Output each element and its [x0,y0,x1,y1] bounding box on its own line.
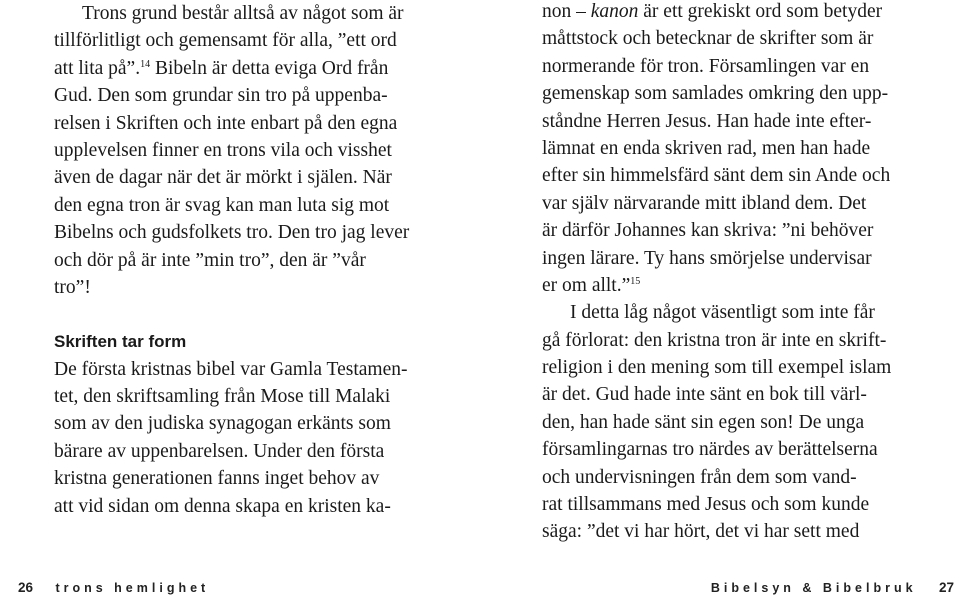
text-fragment: att lita på”. [54,57,141,79]
text-line: församlingarnas tro närdes av berättelserna [542,439,878,461]
text-line: De första kristnas bibel var Gamla Testamen- [54,358,408,380]
text-line-with-italic [542,0,922,25]
text-line: Trons grund består alltså av något som är [82,3,404,24]
left-column [54,0,424,520]
text-fragment: är ett grekiskt ord som betyder [638,1,883,22]
text-line: och undervisningen från dem som vand- [542,466,857,488]
text-line: och dör på är inte ”min tro”, den är ”vår [54,249,366,271]
page-number-left: 26 [18,580,34,595]
text-line: kristna generationen fanns inget behov av [54,468,380,490]
text-fragment: Bibeln är detta eviga Ord från [154,57,389,79]
text-line: måttstock och betecknar de skrifter som är [542,28,874,50]
footer-right [711,580,954,595]
text-line: att vid sidan om denna skapa en kristen ka- [54,495,391,517]
page-number-right: 27 [938,580,954,595]
italic-term: kanon [590,1,639,22]
text-line: bärare av uppenbarelsen. Under den första [54,440,385,462]
text-line: den egna tron är svag kan man luta sig mot [54,194,390,216]
text-fragment: non – [542,1,591,22]
text-line: gemenskap som samlades omkring den upp- [542,83,889,105]
text-line: ståndne Herren Jesus. Han hade inte efter- [542,110,872,132]
text-line: Bibelns och gudsfolkets tro. Den tro jag lever [54,222,410,244]
text-line: var själv närvarande mitt ibland dem. Det [542,192,867,214]
text-line: I detta låg något väsentligt som inte får [570,302,875,324]
text-line: relsen i Skriften och inte enbart på den egna [54,112,398,134]
text-line: ingen lärare. Ty hans smörjelse undervisar [542,247,872,269]
text-line: är därför Johannes kan skriva: ”ni behöver [542,220,874,242]
footnote-marker-15: 15 [630,275,641,287]
running-title-right: Bibelsyn & Bibelbruk [710,581,917,595]
text-line: rat tillsammans med Jesus och som kunde [542,494,870,516]
text-line: religion i den mening som till exempel islam [542,357,892,379]
text-line: tillförlitligt och gemensamt för alla, ”ett ord [54,30,397,52]
text-line-with-footnote [54,55,424,82]
text-line: lämnat en enda skriven rad, men han hade [542,137,871,159]
text-line: efter sin himmelsfärd sänt dem sin Ande och [542,165,891,187]
footnote-marker-14: 14 [140,58,151,70]
text-line: tro”! [54,276,91,298]
text-line: är det. Gud hade inte sänt en bok till värl- [542,384,867,406]
text-line-with-footnote [542,272,922,299]
text-fragment: er om allt.” [542,274,631,296]
text-line: säga: ”det vi har hört, det vi har sett med [542,521,860,543]
footer-left [18,580,209,595]
text-line: Gud. Den som grundar sin tro på uppenba- [54,85,388,107]
running-title-left: trons hemlighet [55,581,210,595]
text-line: som av den judiska synagogan erkänts som [54,413,391,435]
text-line: upplevelsen finner en trons vila och visshet [54,139,392,161]
text-line: den, han hade sänt sin egen son! De unga [542,411,865,433]
text-line: tet, den skriftsamling från Mose till Malaki [54,386,391,408]
text-line: även de dagar när det är mörkt i själen. När [54,167,392,189]
section-heading: Skriften tar form [54,332,187,352]
text-line: gå förlorat: den kristna tron är inte en skrift- [542,329,887,351]
text-line: normerande för tron. Församlingen var en [542,55,870,77]
right-column [542,0,922,546]
